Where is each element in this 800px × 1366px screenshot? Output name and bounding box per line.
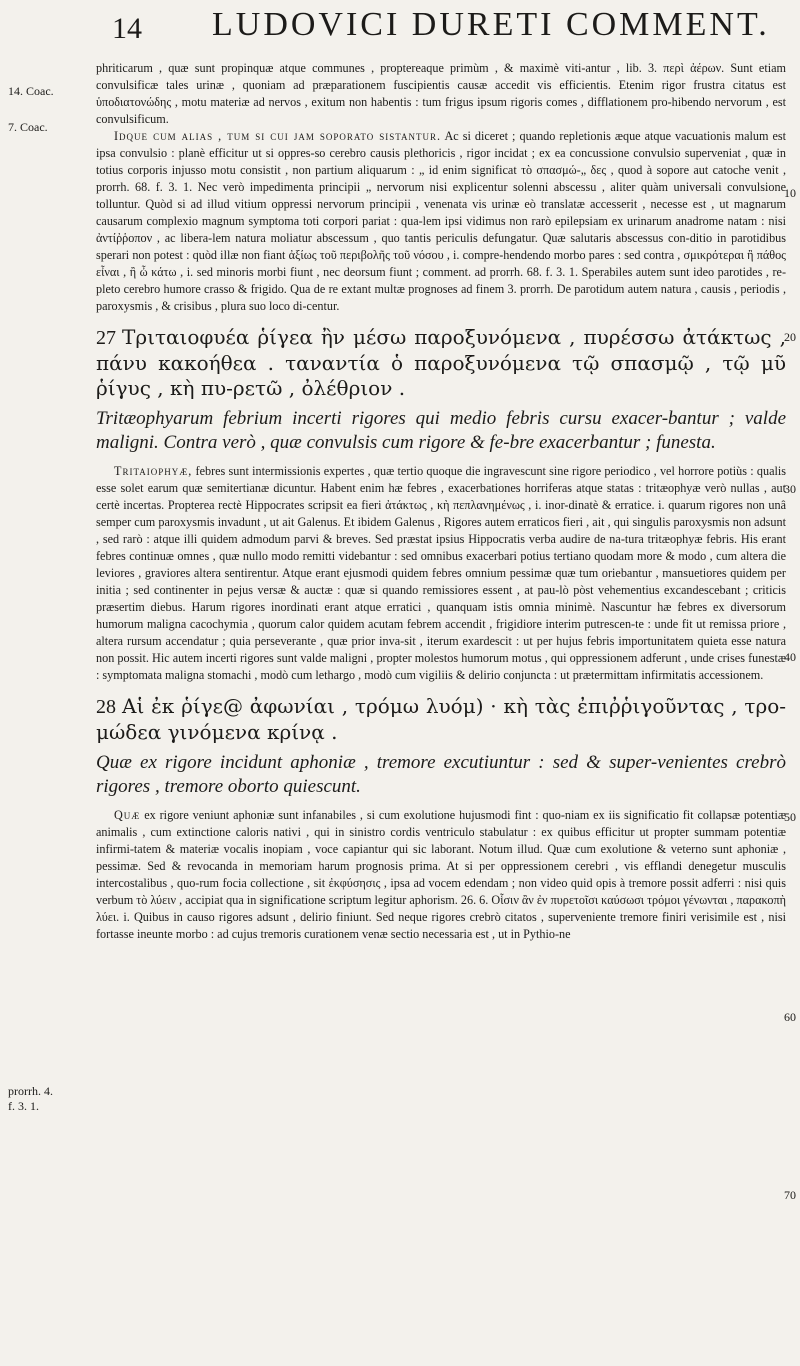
aphorism-number: 28 bbox=[96, 696, 116, 718]
line-number-20: 20 bbox=[784, 330, 796, 344]
page-number: 14 bbox=[112, 12, 142, 45]
line-number-40: 40 bbox=[784, 650, 796, 664]
lemma-heading: Tritaiophyæ, bbox=[114, 464, 193, 478]
line-number-50: 50 bbox=[784, 810, 796, 824]
line-number-10: 10 bbox=[784, 186, 796, 200]
running-head: LUDOVICI DURETI COMMENT. bbox=[212, 6, 770, 43]
commentary-paragraph-4 bbox=[96, 807, 786, 943]
greek-text: Αἱ ἐκ ῥίγε@ ἀφωνίαι , τρόμω λυόμ) · κὴ τὰς ἐπιῤῥιγοῦντας , τρο-μώδεα γινόμενα κρίνᾳ . bbox=[96, 694, 786, 744]
aphorism-28-greek bbox=[96, 694, 786, 745]
greek-text: Τριταιοφυέα ῥίγεα ἢν μέσω παροξυνόμενα , πυρέσσω ἀτάκτως , πάνυ κακοήθεα . ταναντία ὁ παροξυνόμενα τῷ σπασμῷ , τῷ μῦ ῥίγυς , κὴ πυ-ρετῶ , ὀλέθριον . bbox=[96, 325, 786, 400]
aphorism-28-latin: Quæ ex rigore incidunt aphoniæ , tremore excutiuntur : sed & super-venientes crebrò rigores , tremore oborto quiescunt. bbox=[96, 752, 786, 797]
commentary-paragraph-1: phriticarum , quæ sunt propinquæ atque communes , proptereaque primùm , & maximè viti-antur , lib. 3. περὶ ἀέρων. Sunt etiam convulsificæ tales urinæ , quoniam ad præparationem fuscipientis causæ accedit vis efficientis. Etenim rigor frustra citatus est ὑποδιατονώδης , motu materiæ ad nervos , exitum non habentis : tum frigus ipsum rigoris comes , difflationem pro-hibendo nervorum , est convulsificum. bbox=[96, 61, 786, 126]
margin-note-coac-14: 14. Coac. bbox=[8, 84, 54, 98]
commentary-paragraph-3 bbox=[96, 463, 786, 684]
aphorism-27-greek bbox=[96, 325, 786, 401]
margin-note-f31: f. 3. 1. bbox=[8, 1099, 39, 1113]
line-number-30: 30 bbox=[784, 482, 796, 496]
commentary-text: febres sunt intermissionis expertes , quæ tertio quoque die ingravescunt sine rigore periodico , vel horrore potiùs : qualis esse solet earum quæ semitertianæ dicuntur. Habent enim hæ febres , exacerbationes horriferas atque statas : tritæophyæ verò nullas , aut certè incertas. Propterea rectè Hippocrates scripsit ea fieri ἀτάκτως , κὴ πεπλανημένως , i. inor-dinatè & erratice. i. quarum rigores non unâ semper cum paroxysmis invadunt , ut ait Galenus. Et ibidem Galenus , Rigores autem erraticos fieri , ait , qui singulis paroxysmis non adsunt , sed rarò : atque illi quidem admodum parvi & breves. Sed præstat ipsius Hippocratis verba audire de na-tura tritæophyæ febris. His erant febres continuæ omnes , quæ nullo modo remitti videbantur : sed omnibus exacerbari potius tertiano quodam more & modo , cum altera die leviores , graviores altera sentirentur. Atque erant ejusmodi quidem febres omnium pessimæ quæ tum oriebantur , mansuetiores quidem per initia ; sed continenter in pejus versæ & auctæ : quæ si quando remissiores essent , at pau-lò pòst vehementius excandescebant ; criticis præsertim diebus. Harum rigores inordinati erant atque erratici , quanquam istis omnia minimè. Nascuntur hæ febres ex diversorum humorum maligna cacochymia , quorum calor quidem acutam febrem accendit , frigidiore interim putrescen-te : unde fit ut remissa priore , altera rursum accendatur ; quia perseverante , quæ prior inva-sit , iterum exardescit : ut per hujus febris importunitatem quieta esse natura non possit. Hic autem incerti rigores sunt valde maligni , propter molestos humorum motus , qui oppressionem adferunt , unde crises funestæ : symptomata maligna stomachi , modò cum lethargo , modò cum vigiliis & delirio conjuncta : ut prætermittam infirmitatis accessionem. bbox=[96, 464, 786, 682]
commentary-paragraph-2 bbox=[96, 128, 786, 315]
commentary-text: Ac si diceret ; quando repletionis æque atque vacuationis malum est ipsa convulsio : planè efficitur ut si oppres-so cerebro causis plethoricis , rigor incidat ; ex ea concussione convulsio superveniat , quæ in totius corporis injusso motu consistit , non partium aliquarum : „ id enim significat τὸ σπασμώ-„ δες , quod à sopore aut catoche venit , prorrh. 68. f. 3. 1. Nec verò impedimenta principii „ nervorum nisi explicentur solenni abscessu , aliter quàm universali convulsione tolluntur. Quòd si ad illud vitium oppressi nervorum principii , venenata vis urinæ eò translatæ accesserit , necesse est , ut magnarum causarum complexio magnum symptoma toti corpori pariat : qua-lem ipsi vidimus non rarò epilepsiam ex urinarum anadrome natam : nisi ἀντίῤῥοπον , ac libera-lem natura moliatur abscessum , quo tantis periculis defungatur. Quæ salutaris abscessus con-ditio in parotidibus sperari non potest : quòd illæ non fiant ἀξίως τοῦ περιβολῆς τοῦ νόσου , i. compre-hendendo morbo pares : sed contra , σμικρότεραι ἢ πάθος εἶναι , ἢ ὦ κάτω , i. sed minoris morbi fiunt , nec deorsum fiunt ; comment. ad prorrh. 68. f. 3. 1. Sperabiles autem sunt ideo parotides , re-pleto cerebro humore crasso & frigido. Qua de re extant multæ prognoses ad finem 3. prorrh. De parotidum autem natura , causis , periodis , paroxysmis , & crisibus , plura suo loco di-centur. bbox=[96, 129, 787, 313]
line-number-70: 70 bbox=[784, 1188, 796, 1202]
aphorism-number: 27 bbox=[96, 327, 116, 349]
text-column bbox=[96, 60, 786, 943]
lemma-heading: Idque cum alias , tum si cui jam soporato sistantur. bbox=[114, 129, 442, 143]
lemma-heading: Quæ bbox=[114, 808, 141, 822]
page-header bbox=[100, 0, 780, 54]
commentary-text: ex rigore veniunt aphoniæ sunt infanabiles , si cum exolutione hujusmodi fint : quo-niam ex iis significatio fit collapsæ potentiæ animalis , cum extinctione caloris nativi , qui in sinistro cordis ventriculo stabulatur : ex quibus efficitur ut propter summam potentiæ infirmi-tatem & materiæ vocalis inopiam , voce capiantur qui sic laborant. Notum illud. Quæ cum exolutione & veterno sunt aphoniæ , pessimæ. Sed & revocanda in memoriam harum prognosis prima. At si per oppressionem cerebri , vis efflandi denegetur musculis intercostalibus , quo-rum focia collectione , sit ἐκφύσησις , ipsa ad vocem edendam ; non video quid opis à tremore possit adferri : nisi quis verbum τὸ λύειν , accipiat qua in significatione scriptum legitur aphorism. 26. 6. Οἷσιν ἂν ἐν πυρετοῖσι καύσωσι τρόμοι γένωνται , παρακοπὴ λύει. i. Quibus in causo rigores adsunt , delirio finiunt. Sed neque rigores crebrò citatos , superveniente tremore finiri verisimile est , nisi fortasse ineunte morbo : ad cujus tremoris curationem venæ sectio necessaria est , ut in Pythio-ne bbox=[96, 808, 786, 941]
margin-note-prorrh: prorrh. 4. bbox=[8, 1084, 53, 1098]
line-number-60: 60 bbox=[784, 1010, 796, 1024]
aphorism-27-latin: Tritæophyarum febrium incerti rigores qui medio febris cursu exacer-bantur ; valde maligni. Contra verò , quæ convulsis cum rigore & fe-bre exacerbantur ; funesta. bbox=[96, 408, 786, 453]
margin-note-coac-7: 7. Coac. bbox=[8, 120, 48, 134]
